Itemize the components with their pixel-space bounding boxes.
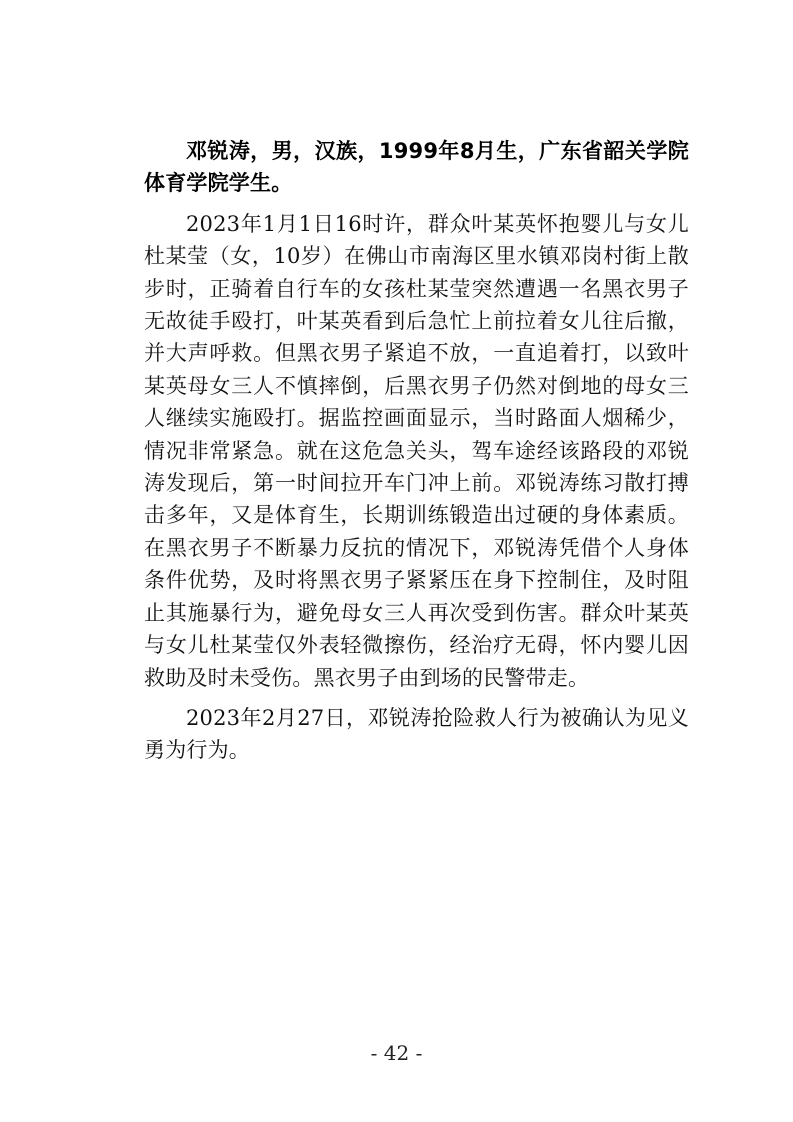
incident-description-paragraph: 2023年1月1日16时许，群众叶某英怀抱婴儿与女儿杜某莹（女，10岁）在佛山市南海区里水镇邓岗村街上散步时，正骑着自行车的女孩杜某莹突然遭遇一名黑衣男子无故徒手殴打，叶某英看到后急忙上前拉着女儿往后撤，并大声呼救。但黑衣男子紧追不放，一直追着打，以致叶某英母女三人不慎摔倒，后黑衣男子仍然对倒地的母女三人继续实施殴打。据监控画面显示，当时路面人烟稀少，情况非常紧急。就在这危急关头，驾车途经该路段的邓锐涛发现后，第一时间拉开车门冲上前。邓锐涛练习散打搏击多年，又是体育生，长期训练锻造出过硬的身体素质。在黑衣男子不断暴力反抗的情况下，邓锐涛凭借个人身体条件优势，及时将黑衣男子紧紧压在身下控制住，及时阻止其施暴行为，避免母女三人再次受到伤害。群众叶某英与女儿杜某莹仅外表轻微擦伤，经治疗无碍，怀内婴儿因救助及时未受伤。黑衣男子由到场的民警带走。: [144, 211, 689, 690]
recognition-paragraph: 2023年2月27日，邓锐涛抢险救人行为被确认为见义勇为行为。: [144, 705, 689, 763]
page-number: - 42 -: [370, 1041, 423, 1065]
document-body: [144, 135, 689, 775]
person-intro-paragraph: 邓锐涛，男，汉族，1999年8月生，广东省韶关学院体育学院学生。: [144, 139, 689, 196]
